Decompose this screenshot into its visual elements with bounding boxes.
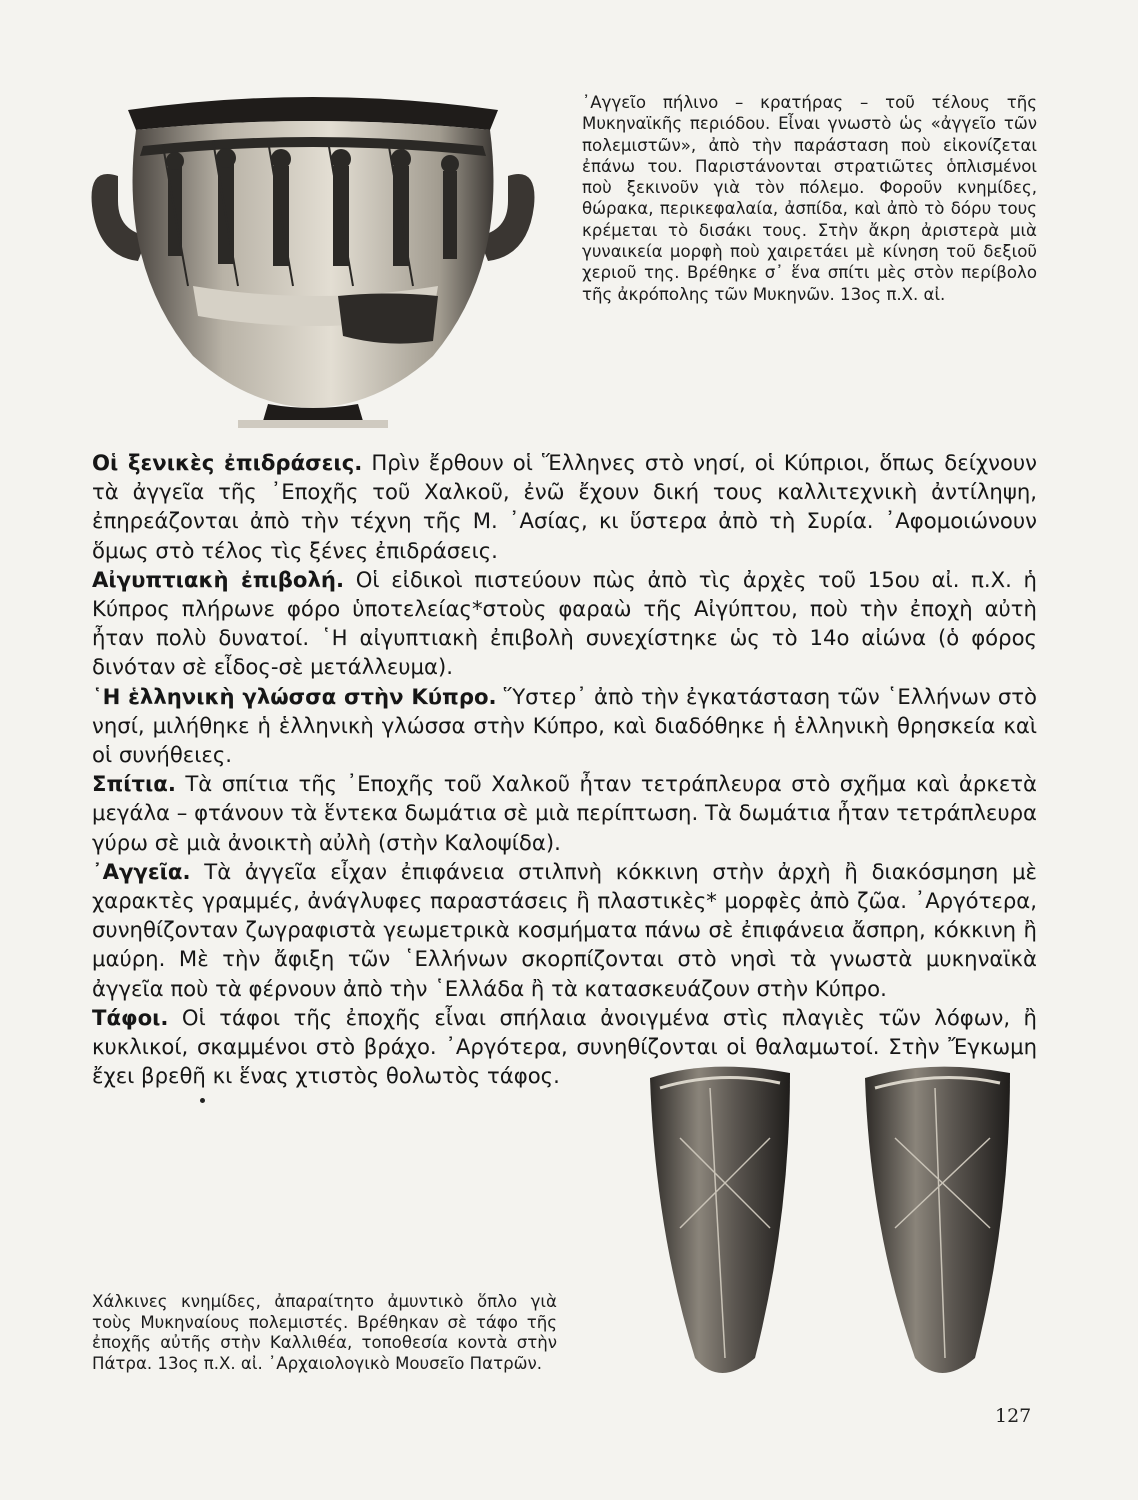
section-heading: Αἰγυπτιακὴ ἐπιβολή. bbox=[92, 566, 345, 592]
section-greek-language bbox=[92, 682, 1037, 770]
section-foreign-influences bbox=[92, 448, 1037, 565]
section-heading: Σπίτια. bbox=[92, 771, 176, 797]
section-text: Οἱ εἰδικοὶ πιστεύουν πὼς ἀπὸ τὶς ἀρχὲς τοῦ 15ου αἰ. π.Χ. ἡ Κύπρος πλήρωνε φόρο ὑποτελείας*στοὺς φαραὼ τῆς Αἰγύπτου, ποὺ τὴν ἐποχὴ αὐτὴ ἦταν πολὺ δυνατοί. ῾Η αἰγυπτιακὴ ἐπιβολὴ συνεχίστηκε ὡς τὸ 14ο αἰώνα (ὁ φόρος δινόταν σὲ εἶδος-σὲ μετάλλευμα). bbox=[92, 566, 1037, 680]
section-houses bbox=[92, 769, 1037, 857]
section-egyptian-rule bbox=[92, 565, 1037, 682]
bronze-greaves-photo bbox=[640, 1058, 1020, 1398]
section-text: Οἱ τάφοι τῆς ἐποχῆς εἶναι σπήλαια ἀνοιγμένα στὶς πλαγιὲς τῶν λόφων, ἢ κυκλικοί, σκαμμένοι στὸ βράχο. ᾽Αργότερα, συνηθίζονται οἱ θαλαμωτοί. Στὴν Ἔγκωμη ἔχει βρεθῆ κι ἕνας χτιστὸς θολωτὸς τάφος. bbox=[92, 1004, 1037, 1089]
greaves-caption: Χάλκινες κνημίδες, ἀπαραίτητο ἀμυντικὸ ὅπλο γιὰ τοὺς Μυκηναίους πολεμιστές. Βρέθηκαν σὲ τάφο τῆς ἐποχῆς αὐτῆς στὴν Καλλιθέα, τοποθεσία κοντὰ στὴν Πάτρα. 13ος π.Χ. αἰ. ᾽Αρχαιολογικὸ Μουσεῖο Πατρῶν. bbox=[92, 1292, 557, 1373]
section-heading: Τάφοι. bbox=[92, 1004, 169, 1030]
section-vessels bbox=[92, 857, 1037, 1003]
section-heading: ᾽Αγγεῖα. bbox=[92, 858, 191, 884]
section-heading: Οἱ ξενικὲς ἐπιδράσεις. bbox=[92, 450, 363, 475]
section-heading: ῾Η ἑλληνικὴ γλώσσα στὴν Κύπρο. bbox=[92, 683, 497, 709]
section-text: Τὰ ἀγγεῖα εἶχαν ἐπιφάνεια στιλπνὴ κόκκινη στὴν ἀρχὴ ἢ διακόσμηση μὲ χαρακτὲς γραμμές, ἀνάγλυφες παραστάσεις ἢ πλαστικὲς* μορφὲς ἀπὸ ζῶα. ᾽Αργότερα, συνηθίζονταν ζωγραφιστὰ γεωμετρικὰ κοσμήματα πάνω σὲ ἐπιφάνεια ἄσπρη, κόκκινη ἢ μαύρη. Μὲ τὴν ἄφιξη τῶν ῾Ελλήνων σκορπίζονται στὸ νησὶ τὰ γνωστὰ μυκηναϊκὰ ἀγγεῖα ποὺ τὰ φέρνουν ἀπὸ τὴν ῾Ελλάδα ἢ τὰ κατασκευάζουν στὴν Κύπρο. bbox=[92, 858, 1037, 1001]
section-text: Τὰ σπίτια τῆς ᾽Εποχῆς τοῦ Χαλκοῦ ἦταν τετράπλευρα στὸ σχῆμα καὶ ἀρκετὰ μεγάλα – φτάνουν τὰ ἕντεκα δωμάτια σὲ μιὰ περίπτωση. Τὰ δωμάτια ἦταν τετράπλευρα γύρω σὲ μιὰ ἀνοικτὴ αὐλὴ (στὴν Καλοψίδα). bbox=[92, 771, 1037, 855]
section-text: Πρὶν ἔρθουν οἱ Ἕλληνες στὸ νησί, οἱ Κύπριοι, ὅπως δείχνουν τὰ ἀγγεῖα τῆς ᾽Εποχῆς τοῦ Χαλκοῦ, ἐνῶ ἔχουν δική τους καλλιτεχνικὴ ἀντίληψη, ἐπηρεάζονται ἀπὸ τὴν τέχνη τῆς Μ. ᾽Ασίας, κι ὕστερα ἀπὸ τὴ Συρία. ᾽Αφομοιώνουν ὅμως στὸ τέλος τὶς ξένες ἐπιδράσεις. bbox=[92, 450, 1038, 563]
page-number: 127 bbox=[995, 1405, 1032, 1427]
vase-caption: ᾽Αγγεῖο πήλινο – κρατήρας – τοῦ τέλους τῆς Μυκηναϊκῆς περιόδου. Εἶναι γνωστὸ ὡς «ἀγγεῖο τῶν πολεμιστῶν», ἀπὸ τὴν παράσταση ποὺ εἰκονίζεται ἐπάνω του. Παριστάνονται στρατιῶτες ὁπλισμένοι ποὺ ξεκινοῦν γιὰ τὸν πόλεμο. Φοροῦν κνημίδες, θώρακα, περικεφαλαία, ἀσπίδα, καὶ ἀπὸ τὸ δόρυ τους κρέμεται τὸ δισάκι τους. Στὴν ἄκρη ἀριστερὰ μιὰ γυναικεία μορφὴ ποὺ χαιρετάει μὲ κίνηση τοῦ δεξιοῦ χεριοῦ της. Βρέθηκε σ᾽ ἕνα σπίτι μὲς στὸν περίβολο τῆς ἀκρόπολης τῶν Μυκηνῶν. 13ος π.Χ. αἰ. bbox=[582, 93, 1037, 304]
section-text: Ὕστερ᾽ ἀπὸ τὴν ἐγκατάσταση τῶν ῾Ελλήνων στὸ νησί, μιλήθηκε ἡ ἑλληνικὴ γλώσσα στὴν Κύπρο, καὶ διαδόθηκε ἡ ἑλληνικὴ θρησκεία καὶ οἱ συνήθειες. bbox=[92, 683, 1037, 768]
warrior-vase-photo bbox=[88, 86, 538, 431]
stray-dot bbox=[200, 1098, 205, 1103]
main-text bbox=[92, 448, 1037, 1090]
